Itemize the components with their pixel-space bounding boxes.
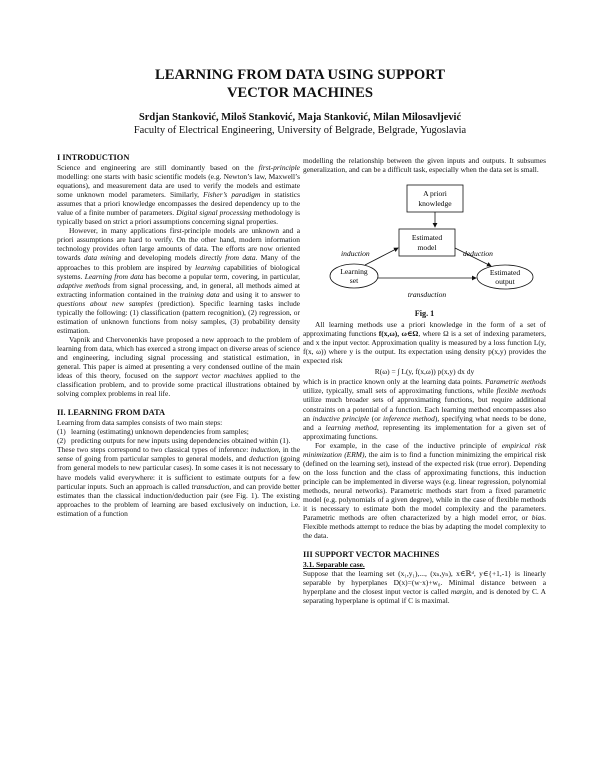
text: (going from general models to new particular cases). In some cases it is not necessary to have models valid everywhere: it is sufficient to estimate outputs for a few particular inputs. Such an approach is called [57, 454, 300, 491]
list-text: predicting outputs for new inputs using dependencies obtained within (1). [71, 436, 291, 446]
label-transduction: transduction [407, 290, 447, 300]
text: modelling: one starts with basic scientific models (e.g. Newton’s law, Maxwell’s equations), and measurement data are used to verify the models and estimate some unknown model parameters. Similarly, [57, 172, 300, 200]
list-item [57, 427, 300, 436]
text: , in the sense of going from particular samples to general models, and [57, 445, 300, 464]
text: and developing models [121, 253, 200, 263]
steps-list [57, 427, 300, 445]
heading-svm: III SUPPORT VECTOR MACHINES [303, 550, 440, 560]
emph: empirical risk minimization (ERM) [303, 440, 546, 459]
title-line-2: VECTOR MACHINES [226, 85, 374, 101]
paper-title [0, 66, 600, 102]
emph: Parametric methods [485, 377, 546, 387]
text: , and is denoted by C. A separating hyperplane is optimal if C is maximal. [303, 587, 546, 606]
emph: transduction [191, 481, 230, 491]
emph: margin [450, 587, 473, 597]
text: . Many of the approaches to this problem are inspired by [57, 253, 300, 272]
list-item [57, 436, 300, 445]
figure-1-diagram [303, 176, 546, 308]
text: These two steps correspond to two classical types of inference: [57, 445, 251, 455]
authors: Srdjan Stanković, Miloš Stanković, Maja Stanković, Milan Milosavljević [138, 112, 462, 123]
emph: adaptive methods [57, 280, 110, 290]
box-model-line1: Estimated [411, 233, 443, 243]
emph: Fisher’s paradigm [203, 190, 261, 200]
text: , representing its implementation for a given set of approximating functions. [303, 422, 547, 441]
text: Vapnik and Chervonenkis have proposed a new approach to the problem of learning from data, which has exerced a strong impact on diverse areas of science and engineering, including signal processing and statistical estimation, in general. This paper is aimed at presenting a very condensed outline of the main ideas of this theory, focused on the [57, 334, 300, 381]
label-deduction: deduction [463, 249, 493, 259]
emph: Learning from data [84, 271, 144, 281]
text: (prediction). Specific learning tasks include typically the following: (1) classification (pattern recognition), (2) regression, or estimation of unknown functions from noisy samples, (3) probability density estimation. [57, 298, 300, 335]
box-model-line2: model [417, 243, 437, 253]
emph: training data [179, 289, 220, 299]
formula-expected-risk: R(ω) = ∫ L(y, f(x,ω)) p(x,y) dx dy [374, 367, 475, 377]
emph: directly from data [199, 253, 256, 263]
emph: flexible methods [496, 386, 547, 396]
left-column [57, 153, 300, 518]
text: (or [369, 413, 384, 423]
emph: Digital signal processing [176, 208, 252, 218]
text: ), specifying what needs to be done, and a [303, 413, 546, 432]
emph: learning method [325, 422, 377, 432]
emph: first-principle [258, 163, 300, 172]
paragraph-erm [303, 441, 546, 541]
list-number: (1) [57, 427, 66, 437]
list-number: (2) [57, 436, 66, 446]
text: , the aim is to find a function minimizing the empirical risk (defined on the learning set), instead of the expected risk (true error). Depending on the loss function and the class of approximating functions, this induction principle can be implemented in diverse ways (e.g. linear regression, polynomial methods, neural networks). Parametric methods start from a fixed parametric model (e.g. polynomials of a given degree), while in the case of flexible methods it is necessary to estimate both the model complexity and the parameters. Parametric methods are often characterized by a high model error, or [303, 449, 546, 523]
list-text: learning (estimating) unknown dependencies from samples; [71, 427, 249, 437]
math-inline: f(x,ω), ω∈Ω [378, 329, 419, 339]
paragraph-steps: Learning from data samples consists of two main steps: [57, 418, 223, 428]
paragraph-intro-1 [57, 163, 300, 226]
text: in statistics assumes that a priori knowledge encompasses the desired dependency up to the value of a finite number of parameters. [57, 190, 301, 218]
ellipse-output-line2: output [495, 277, 515, 287]
heading-separable-case: 3.1. Separable case. [303, 560, 365, 570]
text: Suppose that the learning set (x₁,y₁),..., (xₙ,yₙ), x∈ℝᵈ, y∈{+1,-1} is linearly separable by hyperplanes D(x)=(w·x)+w₀. Minimal distance between a hyperplane and the closest input vector is called [303, 569, 546, 597]
paragraph-methods [303, 377, 546, 440]
text: capabilities of biological systems. [57, 262, 300, 281]
text: which is in practice known only at the learning data points. [303, 377, 486, 387]
paragraph-inference [57, 445, 300, 517]
text: For example, in the case of the inductive principle of [315, 440, 502, 450]
label-induction: induction [341, 249, 370, 259]
heading-learning-from-data: II. LEARNING FROM DATA [57, 408, 166, 418]
paragraph-apriori [303, 320, 546, 365]
emph: questions about new samples [57, 298, 153, 308]
text: methodology is typically based on strict a priori assumptions concerning signal properties. [57, 208, 300, 227]
text: All learning methods use a priori knowledge in the form of a set of approximating functions [303, 320, 546, 339]
paragraph-separable [303, 569, 546, 605]
text: , and can provide better estimates than the classical induction/deduction pair (see Fig. 1). The existing approaches to the problem of learning are based exclusively on induction, i.e. estimation of a function [57, 481, 300, 518]
arrow-induction [365, 248, 398, 265]
text: utilize much broader sets of approximating functions, but require additional constraints on a potential of a function. Each learning method encompasses also an [303, 395, 546, 423]
emph: support vector machines [175, 371, 253, 381]
ellipse-output-line1: Estimated [489, 268, 521, 278]
emph: learning [195, 262, 221, 272]
figure-1 [303, 176, 546, 308]
spacer [57, 398, 300, 402]
spacer [303, 540, 546, 544]
emph: inductive principle [312, 413, 370, 423]
right-column [303, 156, 546, 605]
emph: inference method [383, 413, 435, 423]
paragraph-intro-2 [57, 226, 300, 335]
text: , where Ω is a set of indexing parameters, and x the input vector. Approximation quality is measured by a loss function L(y, f(x, ω)) where y is the output. Its expectation using density p(x,y) provides the expected risk [303, 329, 546, 366]
title-line-1: LEARNING FROM DATA USING SUPPORT [154, 67, 446, 83]
box-apriori-line1: A priori [423, 189, 447, 199]
paragraph-intro-3 [57, 335, 300, 398]
box-apriori-line2: knowledge [418, 199, 452, 209]
emph: bias [531, 513, 545, 523]
ellipse-learning-line1: Learning [340, 267, 368, 277]
text: from signal processing, and, in general, all methods aimed at extracting information contained in the [57, 280, 300, 299]
figure-1-caption: Fig. 1 [414, 309, 435, 319]
emph: induction [250, 445, 279, 455]
text: utilize, typically, small sets of approximating functions, while [303, 386, 497, 396]
text: However, in many applications first-principle models are unknown and a priori assumptions are hard to verify. On the other hand, modern information technology provides often large amounts of data. The efforts are now oriented towards [57, 226, 300, 263]
text: and using it to answer to [219, 289, 300, 299]
emph: data mining [83, 253, 122, 263]
text: applied to the classification problem, and to provide some practical illustrations obtained by solving complex problems in real life. [57, 371, 300, 399]
emph: deduction [248, 454, 279, 464]
paragraph-modelling: modelling the relationship between the given inputs and outputs. It subsumes generalization, and can be a difficult task, especially when the data set is small. [303, 156, 546, 175]
text: has become a popular term, covering, in particular, [143, 271, 300, 281]
affiliation: Faculty of Electrical Engineering, University of Belgrade, Belgrade, Yugoslavia [133, 125, 467, 136]
text: Science and engineering are still dominantly based on the [57, 163, 259, 172]
text: . Flexible methods attempt to reduce the bias by adapting the model complexity to the data. [303, 513, 546, 541]
ellipse-learning-line2: set [349, 276, 359, 286]
heading-introduction: I INTRODUCTION [57, 153, 130, 162]
